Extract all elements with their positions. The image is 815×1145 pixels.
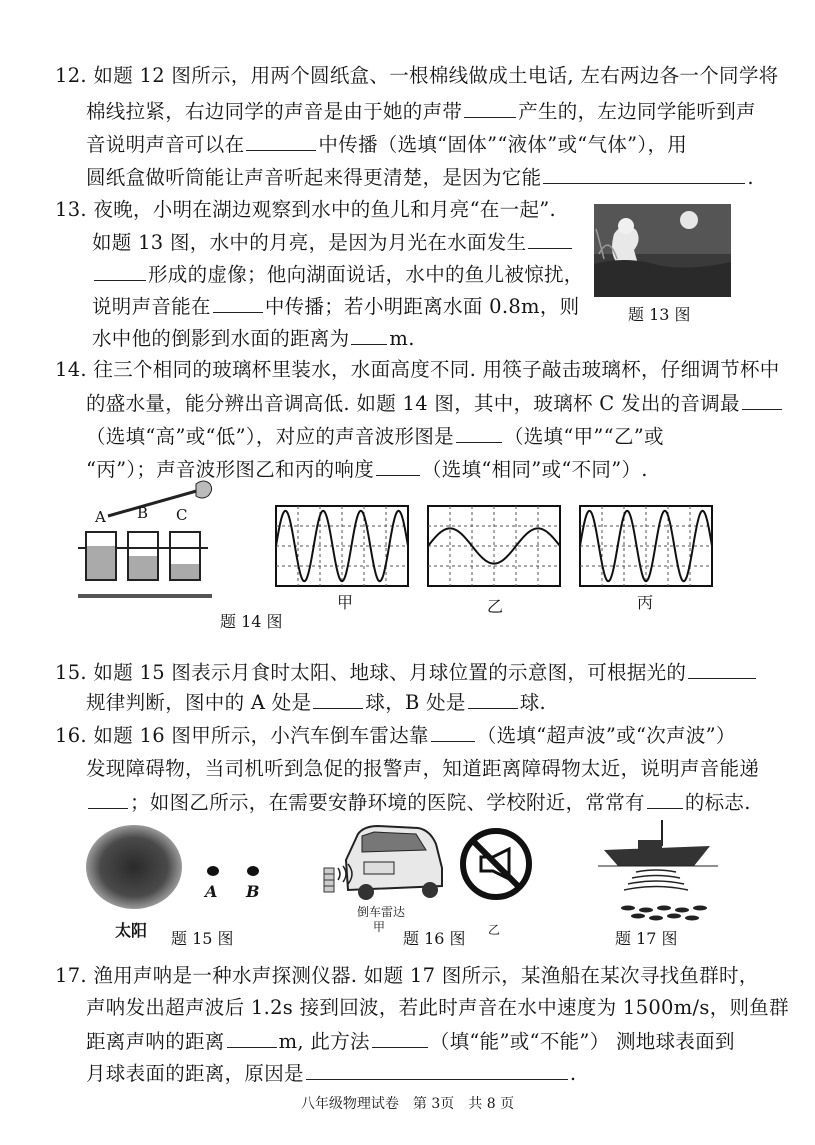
q13-line5: 水中他的倒影到水面的距离为 m. (92, 324, 415, 353)
q16-radar-label: 倒车雷达 (357, 905, 406, 919)
q14-glasses-figure (78, 478, 218, 604)
q17-line3: 距离声呐的距离 m, 此方法 （填“能”或“不能”） 测地球表面到 (86, 1027, 735, 1056)
q12-line2: 棉线拉紧，右边同学的声音是由于她的声带 产生的，左边同学能听到声 (86, 97, 756, 126)
q13-line2: 如题 13 图，水中的月亮，是因为月光在水面发生 (92, 228, 574, 257)
q16-blank-1[interactable] (431, 721, 475, 742)
q16-jia-label: 甲 (373, 920, 386, 934)
q16-caption: 题 16 图 (403, 929, 466, 948)
q14-blank-2[interactable] (456, 422, 502, 443)
q13-blank-1[interactable] (528, 228, 572, 249)
q15-point-a-dot (207, 861, 219, 880)
q17-line4: 月球表面的距离，原因是 . (86, 1059, 576, 1088)
q12-blank-1[interactable] (464, 97, 516, 118)
wave-bing-panel (580, 506, 712, 586)
q16-no-horn-sign (459, 827, 533, 905)
q15-line2: 规律判断，图中的 A 处是 球，B 处是 球. (86, 688, 546, 717)
q14-blank-3[interactable] (376, 455, 420, 476)
q14-line3: （选填“高”或“低”），对应的声音波形图是 （选填“甲”“乙”或 (86, 422, 664, 451)
wave-jia-panel (276, 506, 408, 586)
q12-line4: 圆纸盒做听筒能让声音听起来得更清楚，是因为它能 . (86, 163, 754, 192)
q14-wave-label-yi: 乙 (487, 597, 504, 616)
q14-caption: 题 14 图 (220, 612, 283, 631)
q16-line2: 发现障碍物，当司机听到急促的报警声，知道距离障碍物太近，说明声音能递 (86, 757, 760, 780)
q13-line3: 形成的虚像；他向湖面说话，水中的鱼儿被惊扰， (92, 260, 584, 289)
wave-yi-panel (428, 506, 560, 586)
q15-sun-image (84, 822, 184, 912)
q15-sun-label: 太阳 (115, 921, 148, 940)
q13-blank-2[interactable] (94, 260, 146, 281)
q14-wave-label-jia: 甲 (337, 593, 354, 612)
q15-blank-1[interactable] (688, 658, 756, 679)
q17-caption: 题 17 图 (615, 929, 678, 948)
q15-caption: 题 15 图 (171, 929, 234, 948)
q16-blank-3[interactable] (647, 788, 683, 809)
q16-line3: ；如图乙所示，在需要安静环境的医院、学校附近，常常有 的标志. (86, 788, 751, 817)
q15-line1: 15. 如题 15 图表示月食时太阳、地球、月球位置的示意图，可根据光的 (55, 658, 758, 687)
q15-point-b-dot (247, 861, 259, 880)
q16-car-radar-image (318, 820, 446, 902)
q13-blank-4[interactable] (351, 324, 387, 345)
q13-line4: 说明声音能在 中传播；若小明距离水面 0.8m，则 (92, 292, 579, 321)
q17-blank-3[interactable] (306, 1059, 568, 1080)
q16-line1: 16. 如题 16 图甲所示，小汽车倒车雷达靠 （选填“超声波”或“次声波”） (55, 721, 736, 750)
q15-blank-2[interactable] (313, 688, 363, 709)
q14-line2: 的盛水量，能分辨出音调高低. 如题 14 图，其中，玻璃杯 C 发出的音调最 (86, 389, 784, 418)
q14-wave-label-bing: 丙 (637, 593, 654, 612)
q14-waveforms (272, 500, 742, 595)
q14-cup-label-c: C (176, 506, 188, 524)
q12-blank-3[interactable] (543, 163, 745, 184)
q12-line1: 12. 如题 12 图所示，用两个圆纸盒、一根棉线做成土电话, 左右两边各一个同学将 (55, 64, 779, 87)
q15-point-b-label: B (246, 882, 260, 901)
q14-blank-1[interactable] (742, 389, 782, 410)
q16-blank-2[interactable] (88, 788, 128, 809)
q17-boat-sonar-image (598, 820, 718, 926)
q13-caption: 题 13 图 (628, 305, 691, 324)
q15-blank-3[interactable] (468, 688, 518, 709)
q13-moon-fish-image (594, 204, 731, 297)
q17-line1: 17. 渔用声呐是一种水声探测仪器. 如题 17 图所示，某渔船在某次寻找鱼群时， (55, 964, 759, 987)
page-footer: 八年级物理试卷 第 3页 共 8 页 (300, 1096, 515, 1112)
q17-line2: 声呐发出超声波后 1.2s 接到回波，若此时声音在水中速度为 1500m/s，则鱼群 (86, 996, 789, 1019)
q17-blank-2[interactable] (372, 1027, 428, 1048)
q13-line1: 13. 夜晚，小明在湖边观察到水中的鱼儿和月亮“在一起”. (55, 198, 557, 221)
q13-blank-3[interactable] (213, 292, 263, 313)
q14-line1: 14. 往三个相同的玻璃杯里装水，水面高度不同. 用筷子敲击玻璃杯，仔细调节杯中 (55, 358, 780, 381)
q17-blank-1[interactable] (227, 1027, 277, 1048)
q12-blank-2[interactable] (246, 130, 316, 151)
q15-point-a-label: A (205, 882, 218, 901)
q14-cup-label-a: A (95, 508, 106, 526)
q12-line3: 音说明声音可以在 中传播（选填“固体”“液体”或“气体”），用 (86, 130, 687, 159)
q14-cup-label-b: B (137, 504, 149, 522)
q14-line4: “丙”）；声音波形图乙和丙的响度 （选填“相同”或“不同”）. (86, 455, 648, 484)
q16-yi-label: 乙 (488, 923, 501, 937)
